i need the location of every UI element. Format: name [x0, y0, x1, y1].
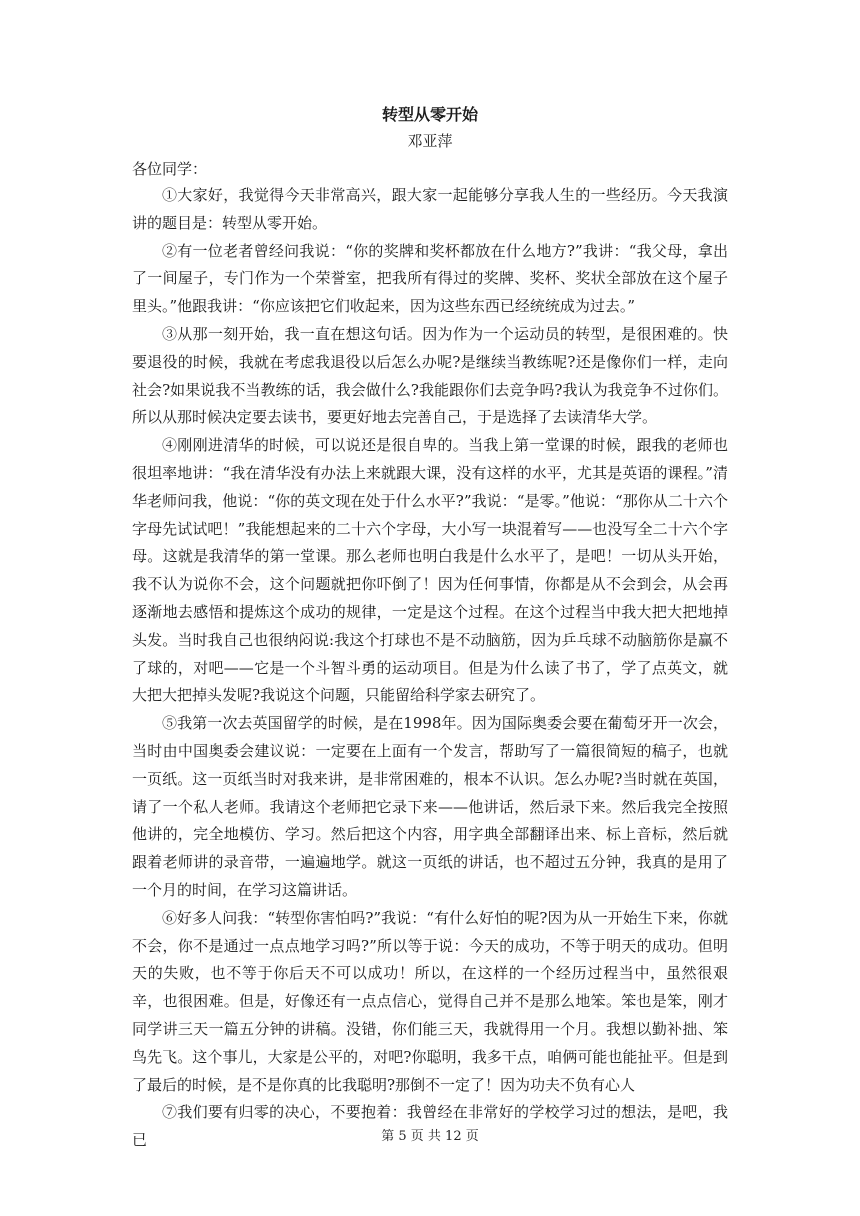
paragraph-5: ⑤我第一次去英国留学的时候，是在1998年。因为国际奥委会要在葡萄牙开一次会，当时由中国奥委会建议说：一定要在上面有一个发言，帮助写了一篇很简短的稿子，也就一页纸。这一页纸当时对我来讲，是非常困难的，根本不认识。怎么办呢?当时就在英国，请了一个私人老师。我请这个老师把它录下来——他讲话，然后录下来。然后我完全按照他讲的，完全地模仿、学习。然后把这个内容，用字典全部翻译出来、标上音标，然后就跟着老师讲的录音带，一遍遍地学。就这一页纸的讲话，也不超过五分钟，我真的是用了一个月的时间，在学习这篇讲话。 — [132, 714, 728, 899]
paragraph-1: ①大家好，我觉得今天非常高兴，跟大家一起能够分享我人生的一些经历。今天我演讲的题目是：转型从零开始。 — [132, 186, 728, 232]
paragraph-7: ⑦我们要有归零的决心，不要抱着：我曾经在非常好的学校学习过的想法，是吧，我已 — [132, 1103, 728, 1150]
document-page — [132, 104, 728, 1155]
paragraph-2: ②有一位老者曾经问我说：“你的奖牌和奖杯都放在什么地方?”我讲：“我父母，拿出了一间屋子，专门作为一个荣誉室，把我所有得过的奖牌、奖杯、奖状全部放在这个屋子里头。”他跟我讲：“你应该把它们收起来，因为这些东西已经统统成为过去。” — [132, 241, 728, 316]
salutation: 各位同学： — [132, 160, 208, 178]
paragraph-3: ③从那一刻开始，我一直在想这句话。因为作为一个运动员的转型，是很困难的。快要退役的时候，我就在考虑我退役以后怎么办呢?是继续当教练呢?还是像你们一样，走向社会?如果说我不当教练的话，我会做什么?我能跟你们去竞争吗?我认为我竞争不过你们。所以从那时候决定要去读书，要更好地去完善自己，于是选择了去读清华大学。 — [132, 324, 728, 427]
paragraph-4: ④刚刚进清华的时候，可以说还是很自卑的。当我上第一堂课的时候，跟我的老师也很坦率地讲：“我在清华没有办法上来就跟大课，没有这样的水平，尤其是英语的课程。”清华老师问我，他说：“你的英文现在处于什么水平?”我说：“是零。”他说：“那你从二十六个字母先试试吧！”我能想起来的二十六个字母，大小写一块混着写——也没写全二十六个字母。这就是我清华的第一堂课。那么老师也明白我是什么水平了，是吧！一切从头开始，我不认为说你不会，这个问题就把你吓倒了！因为任何事情，你都是从不会到会，从会再逐渐地去感悟和提炼这个成功的规律，一定是这个过程。在这个过程当中我大把大把地掉头发。当时我自己也很纳闷说:我这个打球也不是不动脑筋，因为乒乓球不动脑筋你是赢不了球的，对吧——它是一个斗智斗勇的运动项目。但是为什么读了书了，学了点英文，就大把大把掉头发呢?我说这个问题，只能留给科学家去研究了。 — [132, 436, 728, 705]
document-author: 邓亚萍 — [407, 132, 453, 150]
document-title: 转型从零开始 — [381, 105, 478, 124]
page-footer — [0, 1128, 860, 1146]
page-number: 第 5 页 共 12 页 — [381, 1129, 479, 1144]
paragraph-6: ⑥好多人问我：“转型你害怕吗?”我说：“有什么好怕的呢?因为从一开始生下来，你就不会，你不是通过一点点地学习吗?”所以等于说：今天的成功，不等于明天的成功。但明天的失败，也不等于你后天不可以成功！所以，在这样的一个经历过程当中，虽然很艰辛，也很困难。但是，好像还有一点点信心，觉得自己并不是那么地笨。笨也是笨，刚才同学讲三天一篇五分钟的讲稿。没错，你们能三天，我就得用一个月。我想以勤补拙、笨鸟先飞。这个事儿，大家是公平的，对吧?你聪明，我多干点，咱俩可能也能扯平。但是到了最后的时候，是不是你真的比我聪明?那倒不一定了！因为功夫不负有心人 — [132, 908, 728, 1094]
